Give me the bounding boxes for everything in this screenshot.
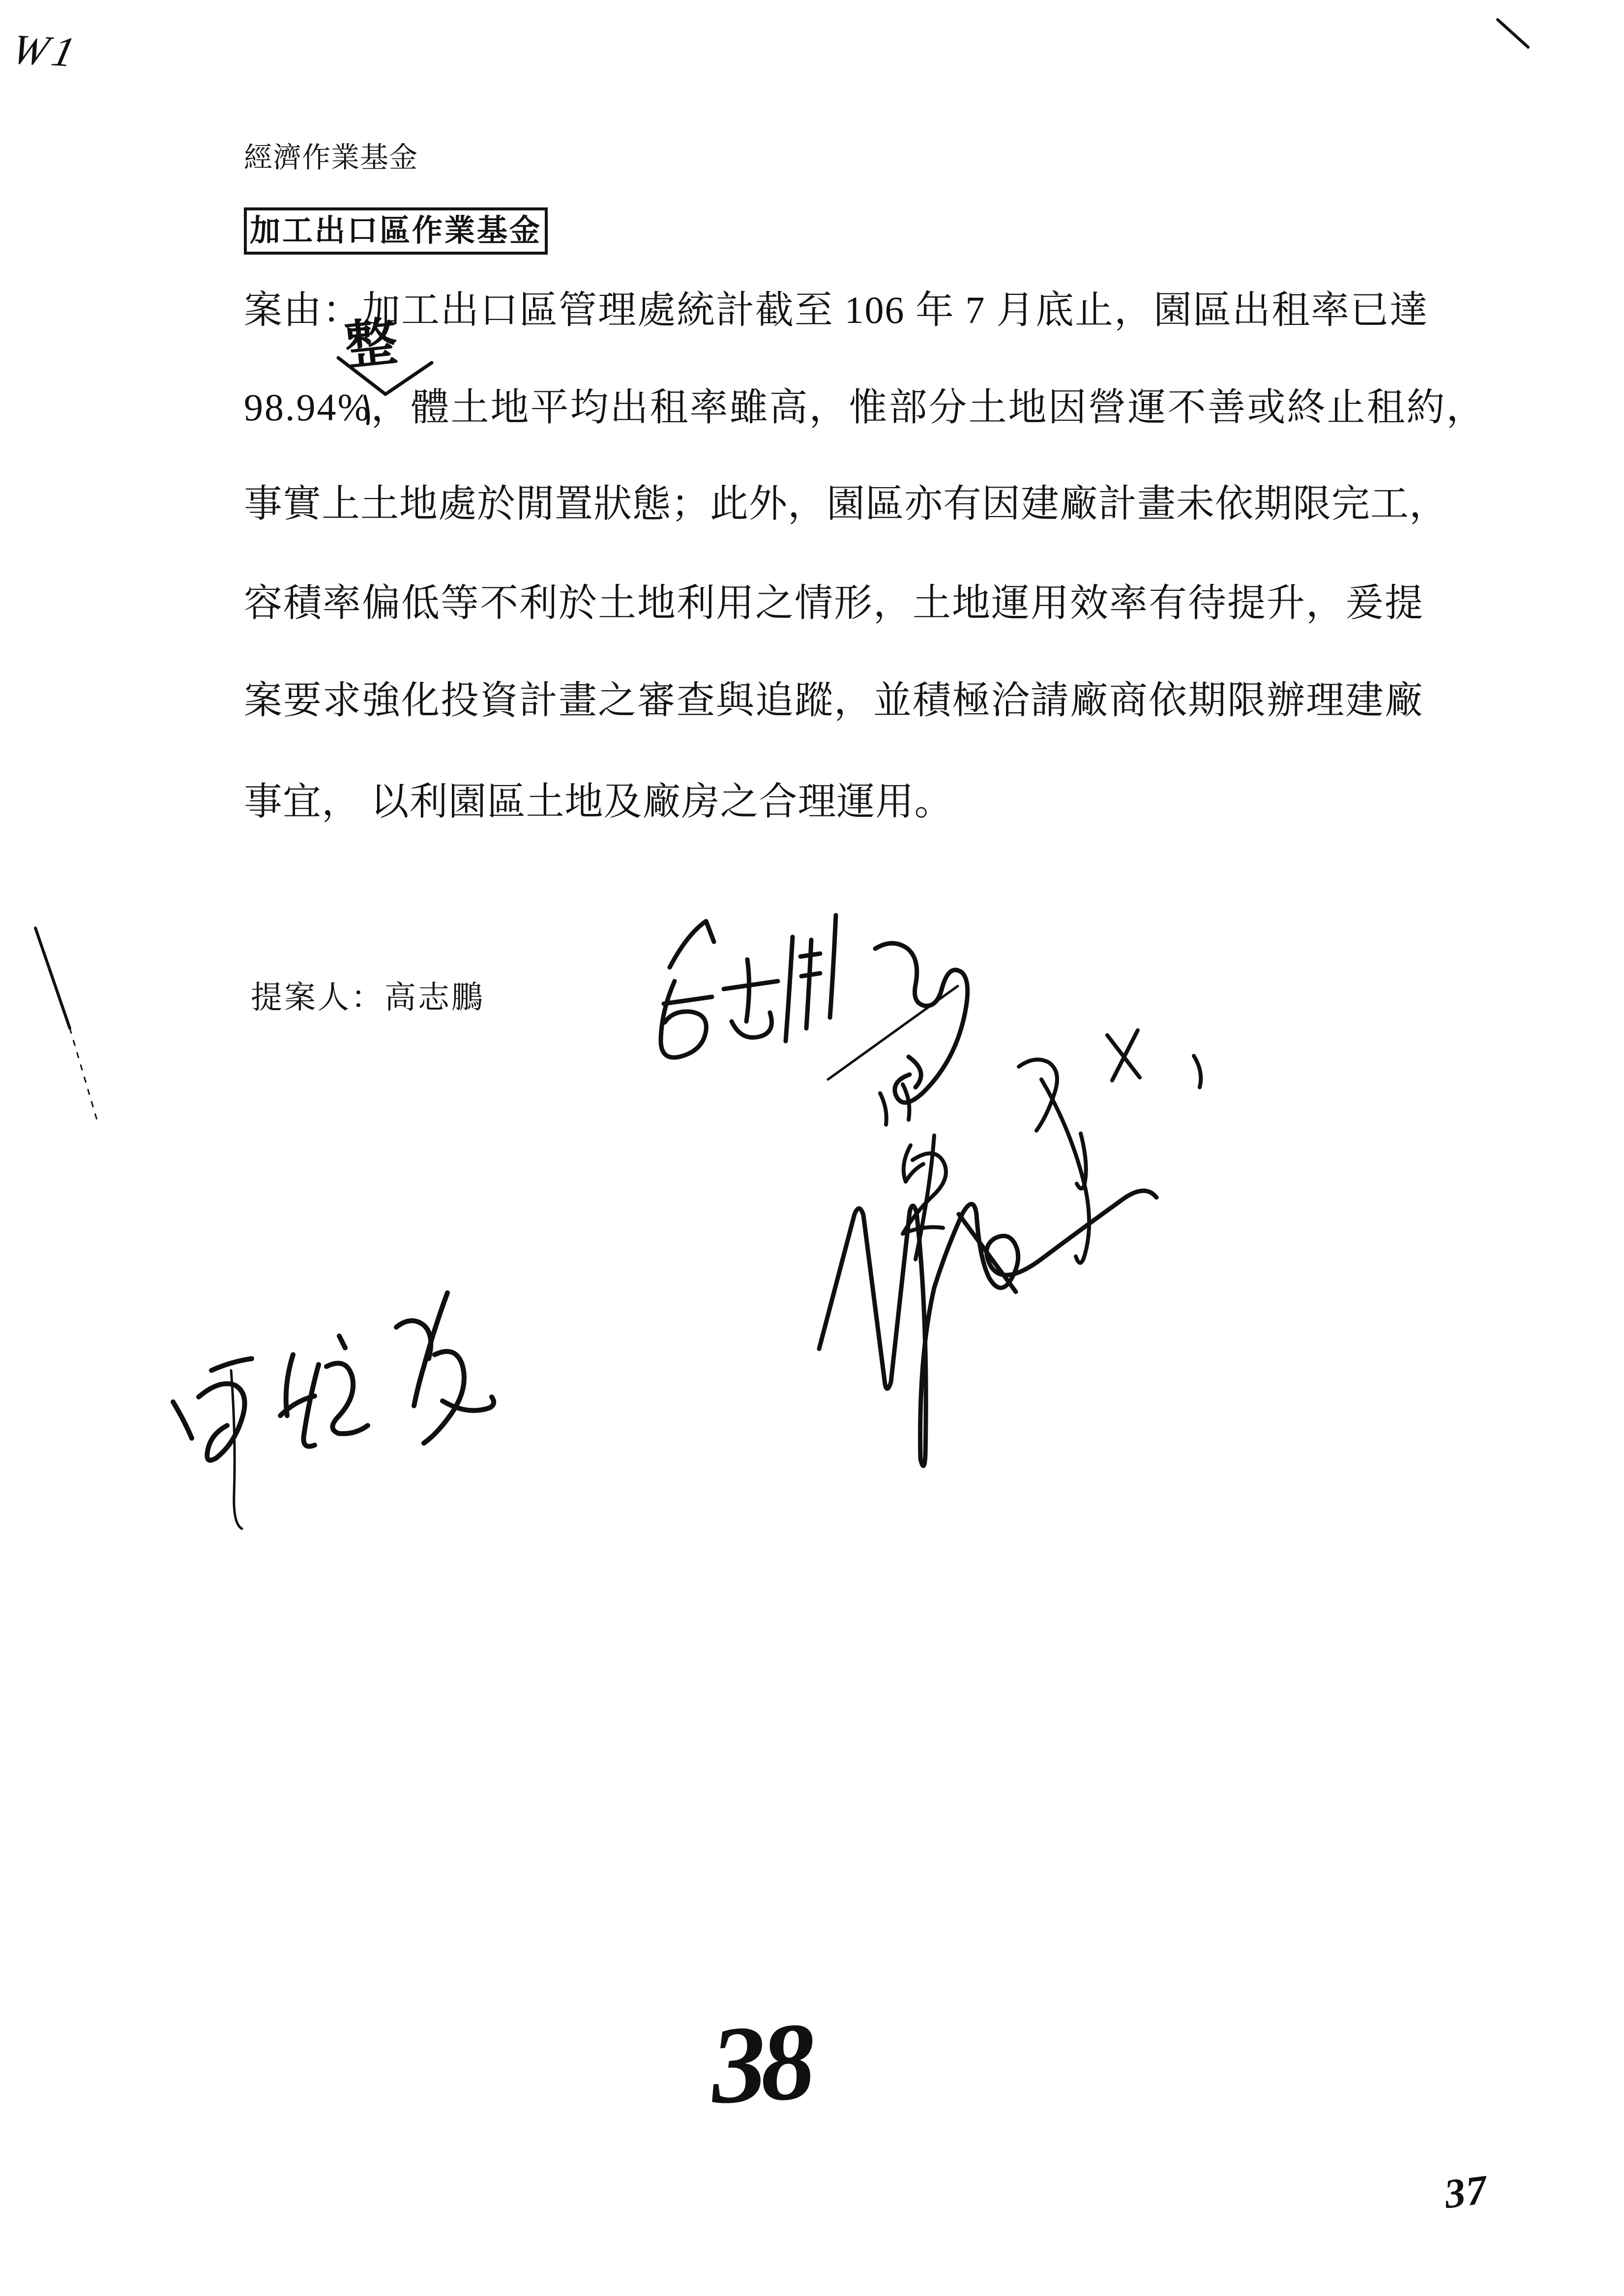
case-line-3: 事實上土地處於閒置狀態；此外，園區亦有因建廠計畫未依期限完工，	[244, 482, 1448, 525]
case-line-6: 事宜， 以利園區土地及廠房之合理運用。	[244, 780, 953, 823]
title-box	[244, 207, 548, 255]
handwritten-insert-char: 整	[342, 313, 400, 376]
signature-3	[819, 1191, 1156, 1466]
stray-mark-top-right	[1498, 20, 1528, 47]
proposer-line: 提案人：高志鵬	[251, 980, 485, 1015]
signature-2	[828, 986, 1201, 1263]
case-line-5: 案要求強化投資計畫之審查與追蹤，並積極洽請廠商依期限辦理建廠	[244, 679, 1424, 722]
handwritten-corner-mark: W1	[7, 25, 85, 76]
case-line-1: 案由：加工出口區管理處統計截至 106 年 7 月底止，園區出租率已達	[244, 289, 1429, 331]
stray-margin-line-faint	[70, 1028, 98, 1125]
title-text: 加工出口區作業基金	[249, 214, 542, 248]
fund-category-label: 經濟作業基金	[244, 142, 418, 174]
handwritten-page-number-large: 38	[708, 2000, 813, 2127]
handwritten-page-number-small: 37	[1442, 2166, 1491, 2218]
stray-margin-line	[35, 928, 70, 1028]
signature-proposer	[661, 915, 968, 1103]
signature-4	[173, 1293, 494, 1529]
case-line-4: 容積率偏低等不利於土地利用之情形，土地運用效率有待提升，爰提	[244, 581, 1424, 624]
case-line-2: 98.94%，體土地平均出租率雖高，惟部分土地因營運不善或終止租約，	[244, 386, 1486, 429]
